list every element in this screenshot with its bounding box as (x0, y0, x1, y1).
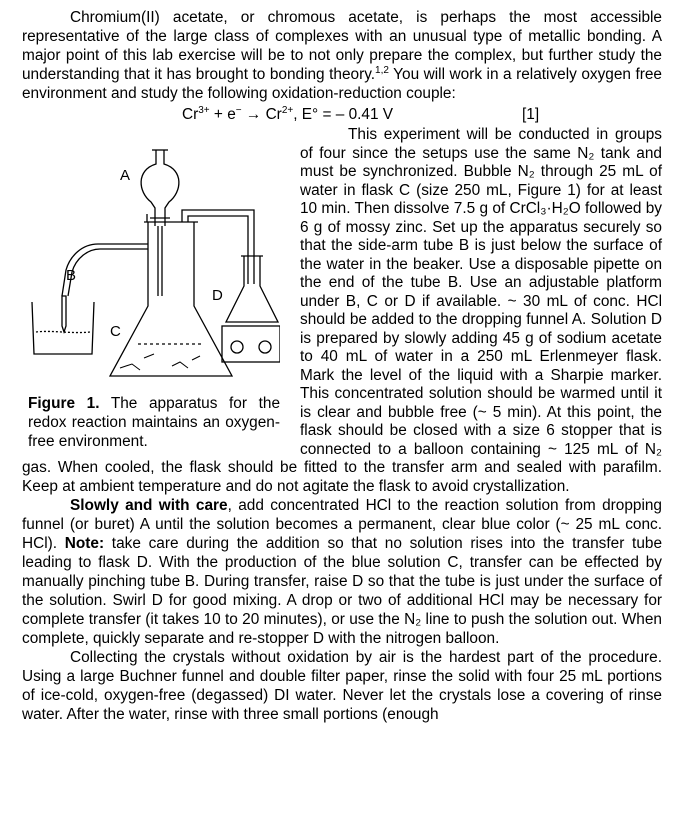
paragraph-addition: Slowly and with care, add concentrated HCl to the reaction solution from dropping funnel (or buret) A until the solution becomes a permanent, clear blue color (~ 25 mL conc. HCl). Note: take care during the addition so that no solution rises into the transfer tube leading to flask D. With the production of the blue solution C, transfer can be effected by manually pinching tube B. During transfer, raise D so that the tube is just under the surface of the solution. Swirl D for good mixing. A drop or two of additional HCl may be necessary for complete transfer (it takes 10 to 20 minutes), or use the N₂ line to push the solution out. When complete, quickly separate and re-stopper D with the nitrogen balloon. (22, 497, 663, 647)
equation-line (22, 105, 662, 126)
redox-equation: $Cr^{3+} + e^- \to Cr^{2+}$, E° = – 0.41 V (182, 104, 394, 123)
label-d: D (212, 287, 223, 304)
flask-d (226, 256, 278, 322)
label-b: B (66, 267, 77, 284)
reference-superscript: 1,2 (375, 64, 389, 76)
apparatus-diagram (22, 136, 280, 386)
equation-number: [1] (522, 106, 540, 123)
stir-plate (222, 326, 280, 362)
document-page (22, 8, 662, 724)
figure-1 (22, 126, 280, 456)
paragraph-procedure: This experiment will be conducted in groups of four since the setups use the same N₂ tank and must be synchronized. Bubble N₂ through 25 mL of water in flask C (size 250 mL, Figure 1) for at least 10 min. Then dissolve 7.5 g of CrCl₃·H₂O followed by 6 g of mossy zinc. Set up the apparatus securely so that the side-arm tube B is just below the surface of the water in the beaker. Use a disposable pipette on the end of the tube B. Use an adjustable platform under B, C or D if available. ~ 30 mL of conc. HCl should be added to the dropping funnel A. Solution D is prepared by slowly adding 45 g of sodium acetate to 40 mL of water in a 250 mL Erlenmeyer flask. Mark the level of the liquid with a Sharpie marker. This concentrated solution should be warmed until it is clear and bubble free (~ 5 min). At this point, the flask should be closed with a size 6 stopper that is connected to a balloon containing ~ 125 mL of N₂ gas. When cooled, the flask should be fitted to the transfer arm and sealed with parafilm. Keep at ambient temperature and do not agitate the flask to avoid crystallization. (22, 126, 662, 495)
label-a: A (120, 167, 131, 184)
figure-caption: Figure 1. The apparatus for the redox reaction maintains an oxygen-free environment. (28, 395, 281, 450)
paragraph-intro: Chromium(II) acetate, or chromous acetate, is perhaps the most accessible representative of the large class of complexes with an unusual type of metallic bonding. A major point of this lab exercise will be to not only prepare the complex, but further study the understanding that it has brought to bonding theory.$^{1,2}$ You will work in a relatively oxygen free environment and study the following oxidation-reduction couple: (22, 9, 662, 102)
paragraph-collecting: Collecting the crystals without oxidation by air is the hardest part of the procedure. Using a large Buchner funnel and double filter paper, rinse the solid with four 25 mL portions of ice-cold, oxygen-free (degassed) DI water. Never let the crystals lose a covering of rinse water. After the water, rinse with three small portions (enough (22, 649, 662, 723)
label-c: C (110, 323, 121, 340)
